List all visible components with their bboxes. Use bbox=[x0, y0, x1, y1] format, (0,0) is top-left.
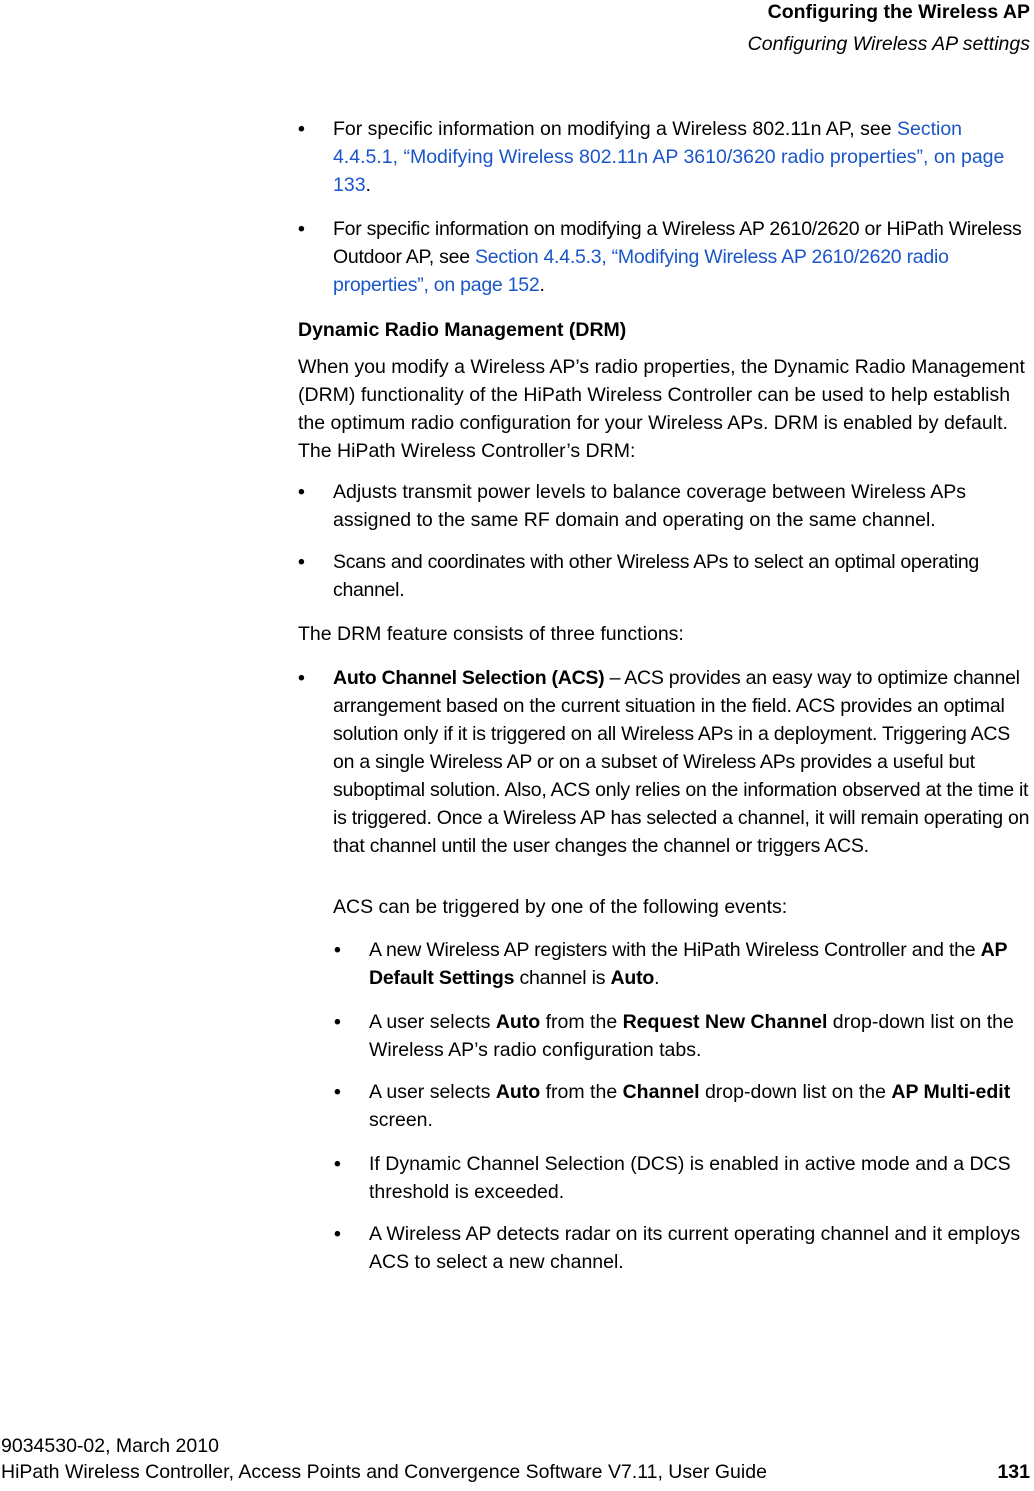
running-header-title: Configuring the Wireless AP bbox=[767, 1, 1030, 23]
bullet-marker: • bbox=[298, 481, 305, 503]
acs-term: Auto Channel Selection (ACS) bbox=[333, 667, 605, 689]
bullet-text: A Wireless AP detects radar on its current operating channel and it employs ACS to select a new channel. bbox=[369, 1223, 1021, 1273]
bullet-text: A new Wireless AP registers with the HiPath Wireless Controller and the AP Default Settings channel is Auto. bbox=[369, 939, 1008, 989]
section-4-4-5-1-link[interactable]: Section 4.4.5.1, “Modifying Wireless 802.11n AP 3610/3620 radio properties”, on page 133 bbox=[333, 118, 1005, 196]
drm-heading: Dynamic Radio Management (DRM) bbox=[298, 319, 627, 341]
running-header-subtitle: Configuring Wireless AP settings bbox=[747, 33, 1030, 55]
page-number: 131 bbox=[997, 1461, 1030, 1483]
bullet-marker: • bbox=[334, 1081, 341, 1103]
bullet-marker: • bbox=[334, 939, 341, 961]
bullet-marker: • bbox=[298, 218, 305, 240]
bullet-text bbox=[333, 664, 1031, 860]
bullet-marker: • bbox=[298, 551, 305, 573]
bullet-text: A user selects Auto from the Channel drop-down list on the AP Multi-edit screen. bbox=[369, 1081, 1011, 1131]
bullet-marker: • bbox=[334, 1011, 341, 1033]
bullet-marker: • bbox=[298, 667, 305, 689]
bullet-text: If Dynamic Channel Selection (DCS) is enabled in active mode and a DCS threshold is exceeded. bbox=[369, 1153, 1011, 1203]
acs-events-intro: ACS can be triggered by one of the following events: bbox=[333, 896, 788, 918]
footer-title: HiPath Wireless Controller, Access Points and Convergence Software V7.11, User Guide bbox=[1, 1461, 767, 1483]
bullet-text: A user selects Auto from the Request New Channel drop-down list on the Wireless AP’s radio configuration tabs. bbox=[369, 1011, 1014, 1061]
bullet-text: For specific information on modifying a Wireless 802.11n AP, see Section 4.4.5.1, “Modifying Wireless 802.11n AP 3610/3620 radio properties”, on page 133. bbox=[333, 118, 1005, 196]
drm-functions-intro: The DRM feature consists of three functions: bbox=[298, 623, 684, 645]
bullet-marker: • bbox=[298, 118, 305, 140]
section-4-4-5-3-link[interactable]: Section 4.4.5.3, “Modifying Wireless AP 2610/2620 radio properties”, on page 152 bbox=[333, 246, 949, 296]
bullet-text: Adjusts transmit power levels to balance coverage between Wireless APs assigned to the same RF domain and operating on the same channel. bbox=[333, 481, 966, 531]
bullet-marker: • bbox=[334, 1153, 341, 1175]
bullet-text: For specific information on modifying a Wireless AP 2610/2620 or HiPath Wireless Outdoor AP, see Section 4.4.5.3, “Modifying Wireless AP 2610/2620 radio properties”, on page 152. bbox=[333, 218, 1022, 296]
footer-doc-id: 9034530-02, March 2010 bbox=[1, 1435, 219, 1457]
bullet-text: Scans and coordinates with other Wireless APs to select an optimal operating channel. bbox=[333, 551, 979, 601]
acs-description: – ACS provides an easy way to optimize channel arrangement based on the current situation in the field. ACS provides an optimal solution only if it is triggered on all Wireless APs in a deployment. Triggering ACS on a single Wireless AP or on a subset of Wireless APs provides a useful but suboptimal solution. Also, ACS only relies on the information observed at the time it is triggered. Once a Wireless AP has selected a channel, it will remain operating on that channel until the user changes the channel or triggers ACS. bbox=[333, 667, 1030, 857]
drm-intro-paragraph: When you modify a Wireless AP’s radio properties, the Dynamic Radio Management (DRM) functionality of the HiPath Wireless Controller can be used to help establish the optimum radio configuration for your Wireless APs. DRM is enabled by default. The HiPath Wireless Controller’s DRM: bbox=[298, 356, 1025, 462]
bullet-marker: • bbox=[334, 1223, 341, 1245]
